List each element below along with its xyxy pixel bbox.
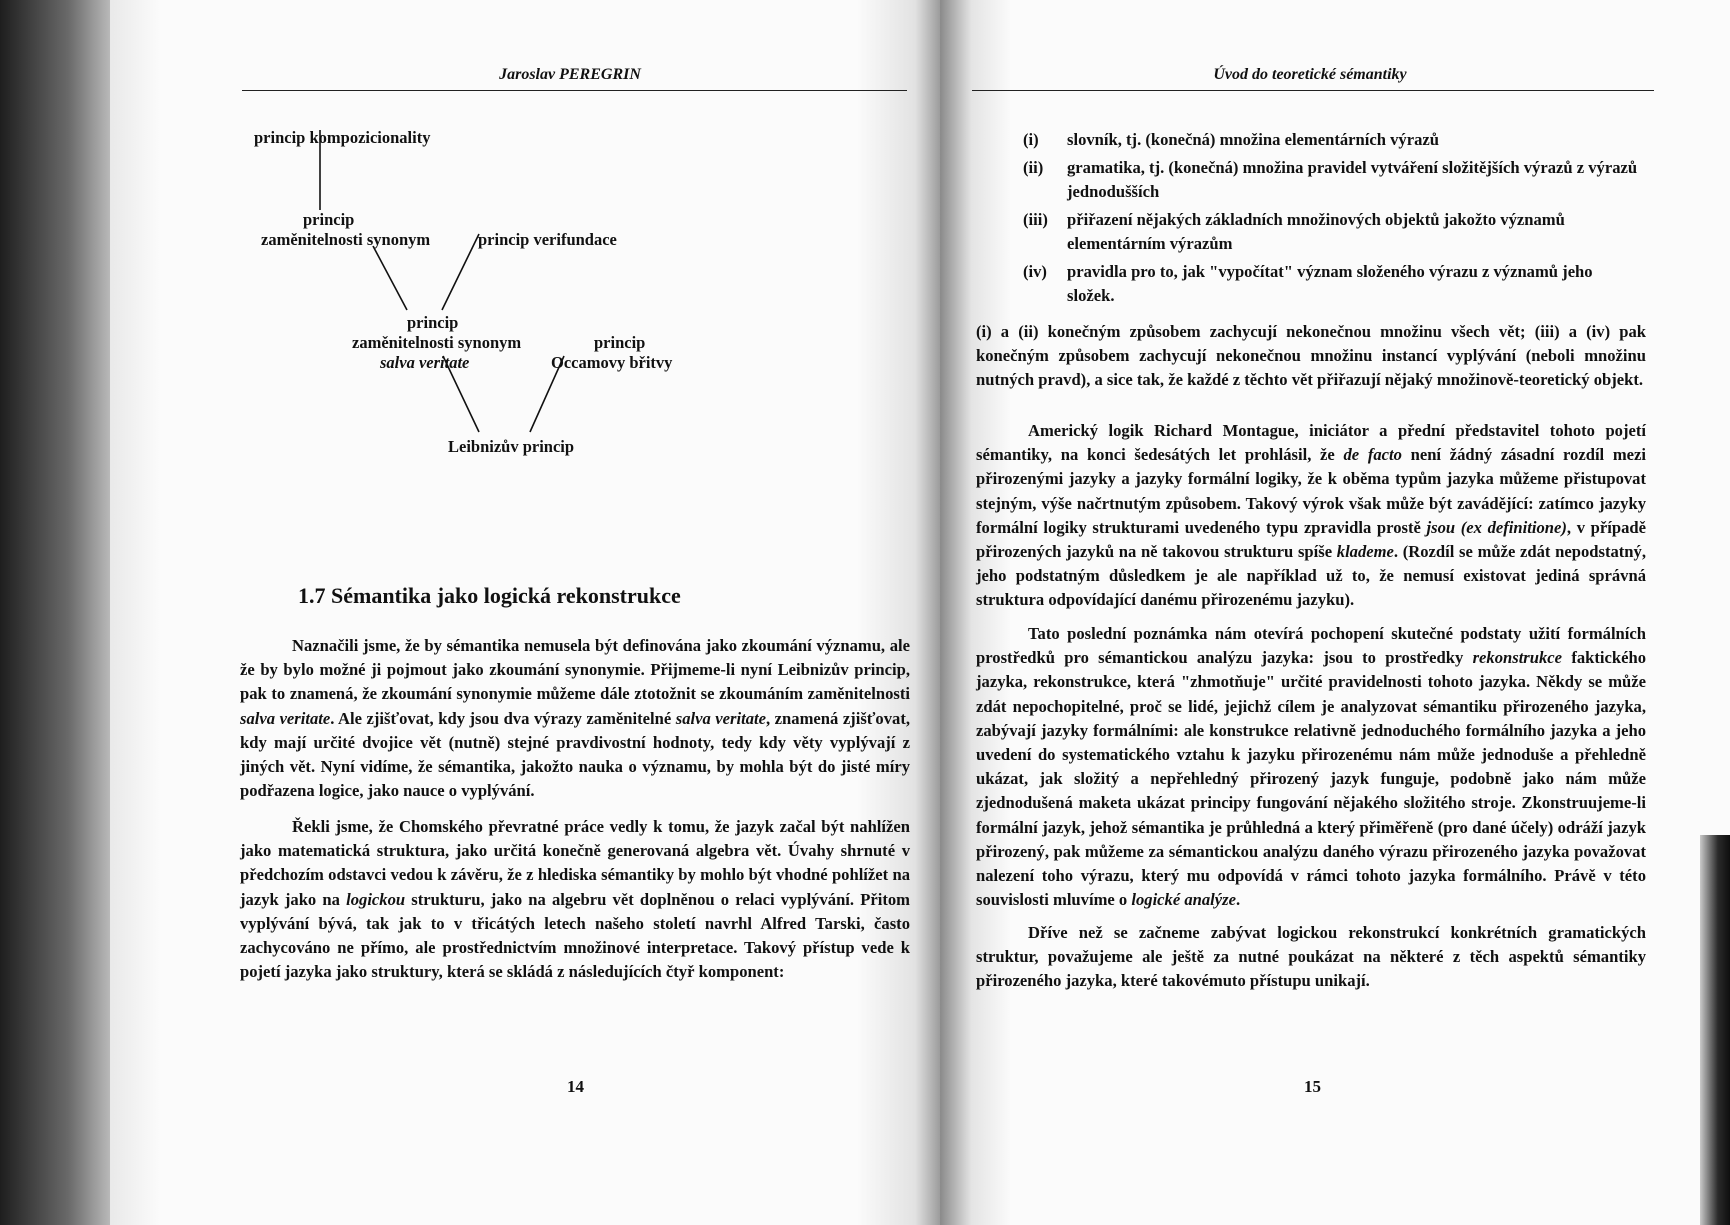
- list-item: [1023, 156, 1638, 205]
- right-paragraph-2: [976, 419, 1646, 613]
- text-run: (i) a (ii) konečným způsobem zachycují nekonečnou množinu všech vět; (iii) a (iv) pak konečným způsobem zachycují nekonečnou množinu instancí vyplývání (neboli množinu nutných pravd), a sice tak, že každé z těchto vět přiřazují nějaký množinově-teoretický objekt.: [976, 322, 1646, 390]
- text-run: .: [1235, 890, 1241, 910]
- list-text: přiřazení nějakých základních množinových objektů jakožto významů elementárním výrazům: [1067, 209, 1565, 253]
- left-running-head: Jaroslav PEREGRIN: [499, 66, 641, 83]
- right-paragraph-3: [976, 622, 1646, 912]
- text-run: , znamená zjišťovat, kdy mají určité dvojice vět (nutně) stejné pravdivostní hodnoty, tedy kdy věty vyplývají z jiných vět. Nyní vidíme, že sémantika, jakožto nauka o významu, by mohla být do jisté míry podřazena logice, jako nauce o vyplývání.: [240, 708, 910, 801]
- text-run: . Ale zjišťovat, kdy jsou dva výrazy zaměnitelné: [330, 708, 676, 728]
- text-run: Řekli jsme, že Chomského převratné práce vedly k tomu, že jazyk začal být nahlížen jako matematická struktura, jako určitá konečně generovaná algebra vět. Úvahy shrnuté v předchozím odstavci vedou k závěru, že z hlediska sémantiky by mohlo být vhodné pohlížet na jazyk jako na: [240, 817, 910, 909]
- text-run: Tato poslední poznámka nám otevírá pochopení skutečné podstaty užití formálních prostředků pro sémantickou analýzu jazyka: jsou to prostředky: [976, 624, 1646, 668]
- diagram-line-salva-to-leibniz: [443, 356, 479, 432]
- diagram-node-leibniz: Leibnizův princip: [448, 437, 575, 456]
- diagram-node-substitutivity-2: zaměnitelnosti synonym: [261, 230, 431, 249]
- right-page-number: 15: [1304, 1077, 1321, 1096]
- right-paragraph-1: [976, 320, 1646, 393]
- italic-run: jsou (ex definitione): [1426, 517, 1567, 537]
- italic-run: klademe: [1336, 542, 1394, 562]
- right-running-head: Úvod do teoretické sémantiky: [1213, 66, 1407, 83]
- right-paragraph-4: [976, 921, 1646, 994]
- list-text: pravidla pro to, jak "vypočítat" význam složeného výrazu z významů jeho složek.: [1067, 261, 1593, 305]
- list-text: gramatika, tj. (konečná) množina pravidel vytváření složitějších výrazů z výrazů jednodušších: [1067, 157, 1638, 201]
- text-run: . (Rozdíl se může zdát nepodstatný, jeho podstatným důsledkem je ale například už to, že nemusí existovat jediná správná struktura odpovídající danému přirozenému jazyku).: [976, 542, 1646, 610]
- list-item: [1023, 128, 1638, 153]
- diagram-node-occam-2: Occamovy břitvy: [551, 353, 673, 372]
- italic-run: logické analýze: [1131, 890, 1236, 910]
- list-number: (ii): [1023, 157, 1044, 177]
- diagram-line-occam-to-leibniz: [530, 356, 564, 432]
- diagram-node-substitutivity-1: princip: [303, 210, 355, 229]
- text-run: strukturu, jako na algebru vět doplněnou o relaci vyplývání. Přitom vyplývání bývá, tak jak to v třicátých letech našeho století navrhl Alfred Tarski, často zachycováno ne přímo, ale prostřednictvím množinové interpretace. Takový přístup vede k pojetí jazyka jako struktury, která se skládá z následujících čtyř komponent:: [240, 889, 910, 982]
- italic-run: salva veritate: [240, 708, 331, 728]
- scan-corner-shadow: [1700, 835, 1730, 1225]
- list-number: (i): [1023, 130, 1039, 149]
- diagram-node-salva-3: salva veritate: [380, 353, 470, 372]
- list-number: (iii): [1023, 209, 1048, 229]
- text-run: není žádný zásadní rozdíl mezi přirozenými jazyky a jazyky formální logiky, že k oběma typům jazyka můžeme přistupovat stejným, výše načrtnutým způsobem. Takový výrok však může být zavádějící: zatímco jazyky formální logiky strukturami uvedeného typu zpravidla prostě: [976, 445, 1647, 537]
- list-number: (iv): [1023, 261, 1047, 281]
- diagram-line-left-to-salva: [373, 246, 407, 310]
- text-run: Dříve než se začneme zabývat logickou rekonstrukcí konkrétních gramatických struktur, považujeme ale ještě za nutné poukázat na některé z těch aspektů sémantiky přirozeného jazyka, které takovémuto přístupu unikají.: [976, 923, 1646, 991]
- diagram-node-compositionality: princip kompozicionality: [254, 128, 431, 147]
- left-paragraph-2: [240, 815, 910, 984]
- italic-run: rekonstrukce: [1472, 648, 1563, 668]
- section-heading: 1.7 Sémantika jako logická rekonstrukce: [298, 583, 681, 608]
- left-page-number: 14: [567, 1077, 584, 1096]
- diagram-node-verifundace: princip verifundace: [478, 230, 617, 249]
- italic-run: de facto: [1343, 445, 1402, 465]
- list-text: slovník, tj. (konečná) množina elementárních výrazů: [1067, 130, 1439, 149]
- list-item: [1023, 260, 1638, 309]
- italic-run: salva veritate: [675, 708, 766, 728]
- diagram-node-salva-2: zaměnitelnosti synonym: [352, 333, 522, 352]
- diagram-node-occam-1: princip: [594, 333, 646, 352]
- text-run: , v případě přirozených jazyků na ně takovou strukturu spíše: [976, 517, 1646, 562]
- text-run: Naznačili jsme, že by sémantika nemusela být definována jako zkoumání významu, ale že by bylo možné ji pojmout jako zkoumání synonymie. Přijmeme-li nyní Leibnizův princip, pak to znamená, že zkoumání synonymie můžeme dále ztotožnit se zkoumáním zaměnitelnosti: [240, 636, 910, 704]
- diagram-node-salva-1: princip: [407, 313, 459, 332]
- italic-run: logickou: [346, 889, 406, 909]
- text-run: Americký logik Richard Montague, iniciátor a přední představitel tohoto pojetí sémantiky, na konci šedesátých let prohlásil, že: [976, 421, 1646, 465]
- list-item: [1023, 208, 1638, 257]
- diagram-line-right-to-salva: [442, 234, 479, 310]
- right-header-rule: [972, 90, 1654, 91]
- language-components-list: [1023, 128, 1638, 312]
- text-run: faktického jazyka, rekonstrukce, která "zhmotňuje" určité pravidelnosti tohoto jazyka. Někdy se může zdát nepochopitelné, proč se lidé, jejichž cílem je analyzovat sémantiku přirozeného jazyka, zabývají jazyky formálními: ale konstrukce relativně jednoduchého formálního jazyka a jeho uvedení do systematického vztahu k jazyku přirozenému nám může jednoduše a přehledně ukázat, jak složitý a nepřehledný přirozený jazyk funguje, podobně jako nám může zjednodušená maketa ukázat principy fungování nějakého složitého stroje. Zkonstruujeme-li formální jazyk, jehož sémantika je průhledná a který přiměřeně (pro dané účely) odráží jazyk přirozený, pak můžeme za sémantickou analýzu daného výrazu přirozeného jazyka považovat nalezení toho výrazu, který mu odpovídá v rámci tohoto jazyka formálního. Právě v této souvislosti mluvíme o: [976, 648, 1646, 910]
- left-paragraph-1: [240, 634, 910, 803]
